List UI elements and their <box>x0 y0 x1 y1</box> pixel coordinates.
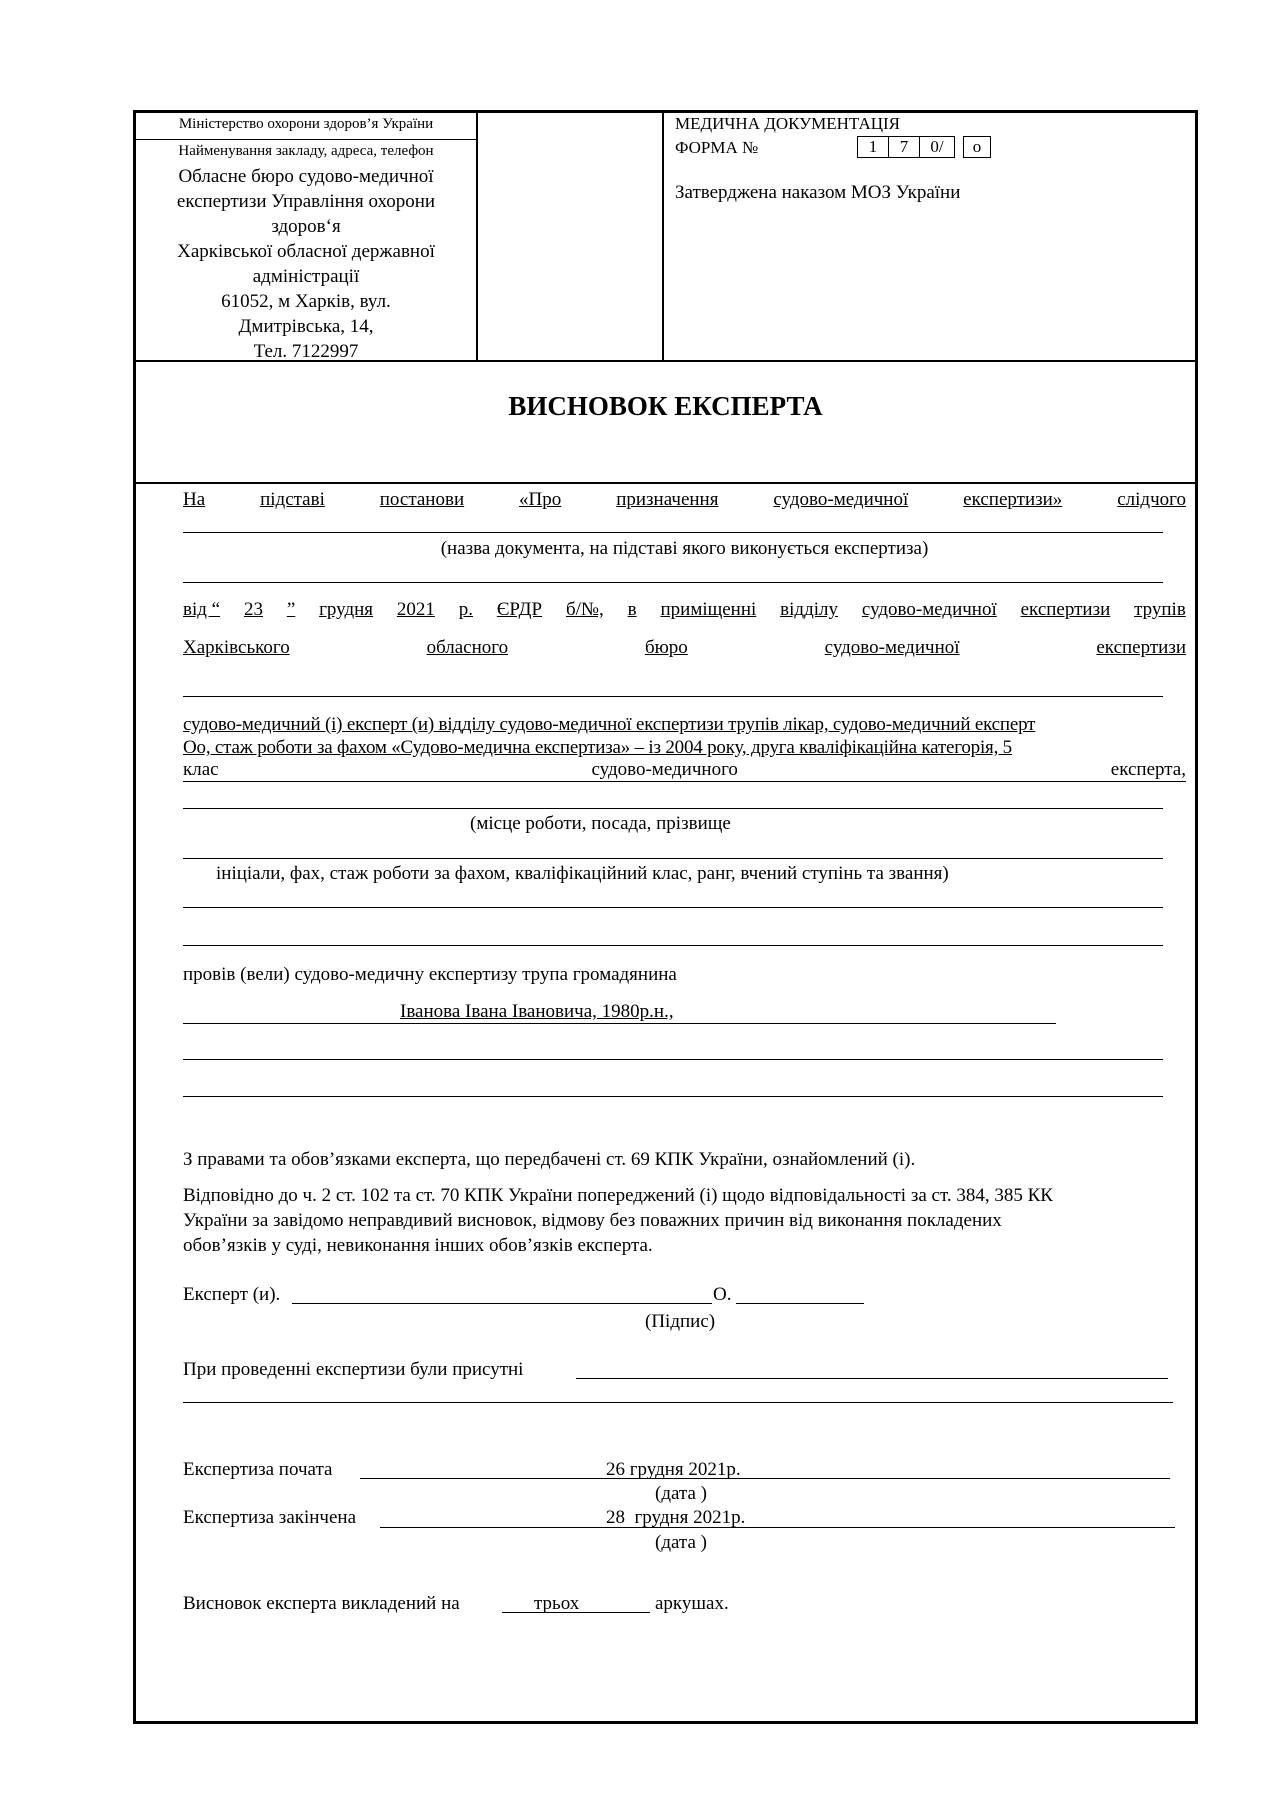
exam-start-label: Експертиза почата <box>183 1459 333 1480</box>
header-column-line-2 <box>662 110 664 361</box>
date-word: судово-медичної <box>861 599 997 620</box>
warning-text <box>183 1183 1053 1258</box>
date-word: ЄРДР <box>496 599 543 620</box>
basis-word: судово-медичної <box>773 489 909 510</box>
title-divider <box>133 482 1198 484</box>
date-word: експертизи <box>1020 599 1111 620</box>
blank-line <box>183 582 1163 583</box>
date-word: трупів <box>1134 599 1186 620</box>
initial-line[interactable] <box>736 1303 864 1304</box>
blank-line <box>183 945 1163 946</box>
basis-word: підставі <box>260 489 325 510</box>
signature-label: Експерт (и). <box>183 1284 281 1305</box>
expert-caption-1: (місце роботи, посада, прізвище <box>470 813 731 834</box>
date-word: 23 <box>243 599 263 620</box>
expert-word: клас <box>183 759 219 780</box>
expert-word: судово-медичного <box>591 759 738 780</box>
blank-line <box>183 1402 1173 1403</box>
bureau-line <box>183 636 1186 660</box>
bureau-word: експертизи <box>1096 637 1186 658</box>
sheets-prefix: Висновок експерта викладений на <box>183 1593 460 1614</box>
form-label: ФОРМА № <box>675 138 759 157</box>
present-label: При проведенні експертизи були присутні <box>183 1359 524 1380</box>
date-word: в <box>627 599 637 620</box>
exam-start-line[interactable] <box>360 1478 1170 1479</box>
sheets-count: трьох <box>534 1593 580 1614</box>
institution-line: Тел. 7122997 <box>253 341 359 362</box>
expert-word: експерта, <box>1110 759 1186 780</box>
blank-line <box>183 1059 1163 1060</box>
basis-word: «Про <box>519 489 562 510</box>
warning-line: Відповідно до ч. 2 ст. 102 та ст. 70 КПК України попереджений (і) щодо відповідальності за ст. 384, 385 КК <box>183 1185 1053 1206</box>
form-box: о <box>963 136 991 158</box>
institution-line: 61052, м Харків, вул. <box>221 291 391 312</box>
person-field <box>183 1001 1056 1024</box>
institution-label: Найменування закладу, адреса, телефон <box>178 143 434 159</box>
institution-line: Харківської обласної державної <box>177 241 435 262</box>
conducted-text: провів (вели) судово-медичну експертизу трупа громадянина <box>183 964 677 985</box>
bureau-word: Харківського <box>183 637 290 658</box>
basis-word: На <box>183 489 206 510</box>
date-word: ” <box>286 599 296 620</box>
institution-line: адміністрації <box>252 266 360 287</box>
bureau-word: обласного <box>426 637 509 658</box>
date-word: 2021 <box>396 599 435 620</box>
basis-line <box>183 488 1186 512</box>
exam-end-label: Експертиза закінчена <box>183 1507 357 1528</box>
blank-line <box>183 1096 1163 1097</box>
header-column-line-1 <box>476 110 478 361</box>
date-word: від “ <box>183 599 221 620</box>
form-box: 1 <box>857 136 889 158</box>
blank-line <box>183 532 1163 533</box>
blank-line <box>183 858 1163 859</box>
institution-block <box>136 164 476 364</box>
institution-line: Дмитрівська, 14, <box>238 316 374 337</box>
expert-line-1: судово-медичний (і) експерт (и) відділу судово-медичної експертизи трупів лікар, судово-медичний експерт <box>183 714 1036 735</box>
exam-start-caption: (дата ) <box>655 1483 707 1504</box>
expert-caption-2: ініціали, фах, стаж роботи за фахом, кваліфікаційний клас, ранг, вчений ступінь та звання) <box>216 863 949 884</box>
bureau-word: судово-медичної <box>824 637 960 658</box>
blank-line <box>183 696 1163 697</box>
blank-line <box>183 808 1163 809</box>
blank-line <box>183 907 1163 908</box>
date-word: приміщенні <box>660 599 757 620</box>
bureau-word: бюро <box>644 637 688 658</box>
basis-word: призначення <box>616 489 719 510</box>
expert-line-3 <box>183 759 1186 782</box>
date-place-line <box>183 598 1186 622</box>
institution-line: здоров‘я <box>271 216 341 237</box>
form-box: 7 <box>888 136 920 158</box>
institution-line: експертизи Управління охорони <box>176 191 436 212</box>
signature-initial: О. <box>713 1284 732 1305</box>
present-line[interactable] <box>576 1378 1168 1379</box>
med-doc-label: МЕДИЧНА ДОКУМЕНТАЦІЯ <box>675 114 901 133</box>
rights-text: З правами та обов’язками експерта, що передбачені ст. 69 КПК України, ознайомлений (і). <box>183 1149 916 1170</box>
exam-end-date: 28 грудня 2021р. <box>606 1507 746 1528</box>
expert-line-2: Оо, стаж роботи за фахом «Судово-медична експертиза» – із 2004 року, друга кваліфікаційна категорія, 5 <box>183 737 1012 758</box>
basis-word: слідчого <box>1117 489 1186 510</box>
date-word: грудня <box>319 599 374 620</box>
sheets-suffix: аркушах. <box>655 1593 729 1614</box>
basis-caption: (назва документа, на підставі якого виконується експертиза) <box>440 538 929 559</box>
warning-line: обов’язків у суді, невиконання інших обов’язків експерта. <box>183 1235 653 1256</box>
approved-text: Затверджена наказом МОЗ України <box>675 182 961 203</box>
ministry-name: Міністерство охорони здоров’я України <box>178 116 434 132</box>
exam-start-date: 26 грудня 2021р. <box>606 1459 741 1480</box>
document-title: ВИСНОВОК ЕКСПЕРТА <box>508 391 823 421</box>
warning-line: України за завідомо неправдивий висновок, відмову без поважних причин від виконання покладених <box>183 1210 1002 1231</box>
signature-caption: (Підпис) <box>645 1311 716 1332</box>
basis-word: постанови <box>379 489 465 510</box>
form-number-boxes <box>858 136 991 158</box>
ministry-divider <box>133 139 477 140</box>
form-box: 0/ <box>919 136 955 158</box>
institution-line: Обласне бюро судово-медичної <box>178 166 434 187</box>
exam-end-line[interactable] <box>380 1527 1175 1528</box>
date-word: відділу <box>780 599 839 620</box>
person-name: Іванова Івана Івановича, 1980р.н., <box>400 1001 674 1022</box>
basis-word: експертизи» <box>963 489 1063 510</box>
date-word: б/№, <box>565 599 604 620</box>
signature-line[interactable] <box>292 1303 712 1304</box>
date-word: р. <box>458 599 474 620</box>
exam-end-caption: (дата ) <box>655 1532 707 1553</box>
